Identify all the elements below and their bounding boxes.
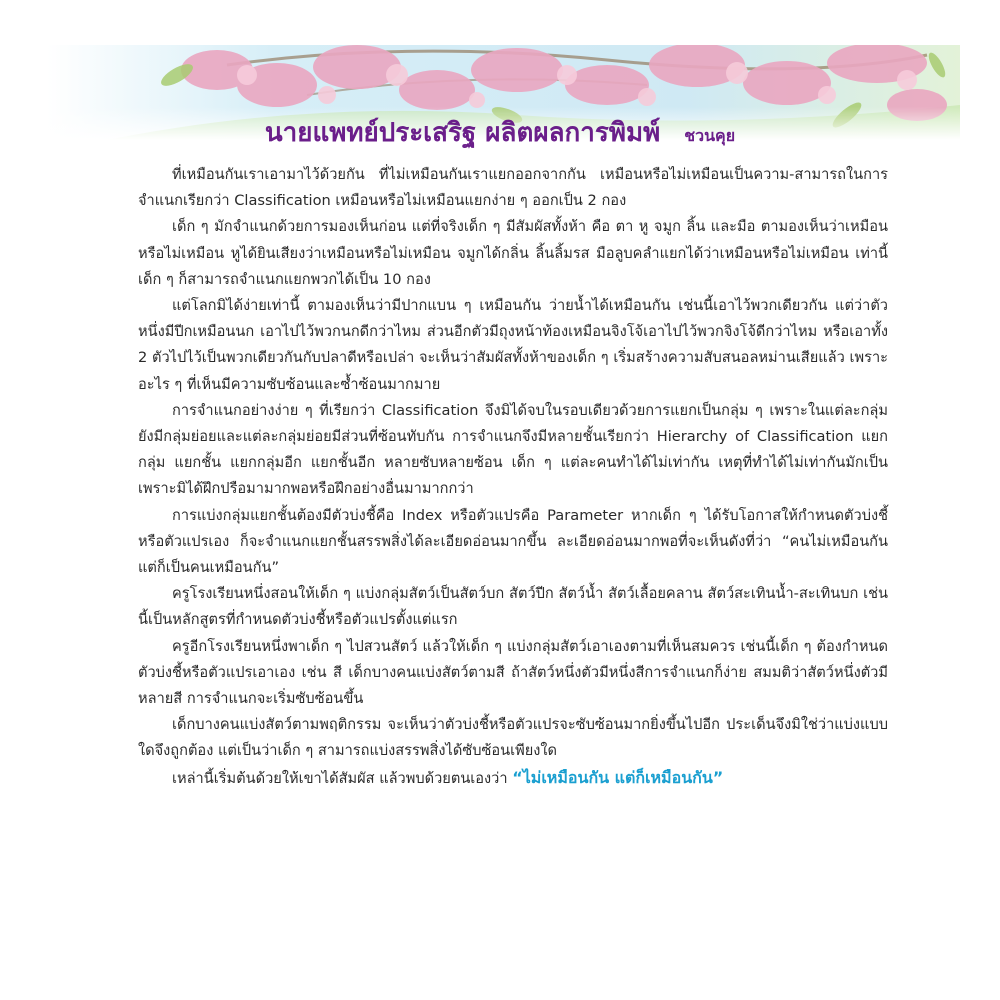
paragraph: ครูโรงเรียนหนึ่งสอนให้เด็ก ๆ แบ่งกลุ่มสัตว์เป็นสัตว์บก สัตว์ปีก สัตว์น้ำ สัตว์เลื้อยคลาน สัตว์สะเทินน้ำ-สะเทินบก เช่นนี้เป็นหลักสูตรที่กำหนดตัวบ่งชี้หรือตัวแปรตั้งแต่แรก: [138, 585, 888, 629]
closing-paragraph: [138, 765, 888, 792]
paragraph: การแบ่งกลุ่มแยกชั้นต้องมีตัวบ่งชี้คือ Index หรือตัวแปรคือ Parameter หากเด็ก ๆ ได้รับโอกาสให้กำหนดตัวบ่งชี้หรือตัวแปรเอง ก็จะจำแนกแยกชั้นสรรพสิ่งได้ละเอียดอ่อนมากขึ้น ละเอียดอ่อนมากพอที่จะเห็นดังที่ว่า “คนไม่เหมือนกัน แต่ก็เป็นคนเหมือนกัน”: [138, 506, 888, 577]
paragraph: แต่โลกมิได้ง่ายเท่านี้ ตามองเห็นว่ามีปากแบน ๆ เหมือนกัน ว่ายน้ำได้เหมือนกัน เช่นนี้เอาไว้พวกเดียวกัน แต่ว่าตัวหนึ่งมีปีกเหมือนนก เอาไปไว้พวกนกดีกว่าไหม ส่วนอีกตัวมีถุงหน้าท้องเหมือนจิงโจ้เอาไปไว้พวกจิงโจ้ดีกว่าไหม หรือเอาทั้ง 2 ตัวไปไว้เป็นพวกเดียวกันกับปลาดีหรือเปล่า จะเห็นว่าสัมผัสทั้งห้าของเด็ก ๆ เริ่มสร้างความสับสนอลหม่านเสียแล้ว เพราะอะไร ๆ ที่เห็นมีความซับซ้อนและซ้ำซ้อนมากมาย: [138, 297, 888, 393]
closing-text: เหล่านี้เริ่มต้นด้วยให้เขาได้สัมผัส แล้วพบด้วยตนเองว่า: [172, 769, 508, 787]
closing-highlight: “ไม่เหมือนกัน แต่ก็เหมือนกัน”: [512, 767, 724, 787]
paragraph: เด็ก ๆ มักจำแนกด้วยการมองเห็นก่อน แต่ที่จริงเด็ก ๆ มีสัมผัสทั้งห้า คือ ตา หู จมูก ลิ้น และมือ ตามองเห็นว่าเหมือนหรือไม่เหมือน หูได้ยินเสียงว่าเหมือนหรือไม่เหมือน จมูกได้กลิ่น ลิ้นลิ้มรส มือลูบคลำแยกได้ว่าเหมือนหรือไม่เหมือน เท่านี้เด็ก ๆ ก็สามารถจำแนกแยกพวกได้เป็น 10 กอง: [138, 218, 888, 288]
paragraph: การจำแนกอย่างง่าย ๆ ที่เรียกว่า Classification จึงมิได้จบในรอบเดียวด้วยการแยกเป็นกลุ่ม ๆ เพราะในแต่ละกลุ่มยังมีกลุ่มย่อยและแต่ละกลุ่มย่อยมีส่วนที่ซ้อนทับกัน การจำแนกจึงมีหลายชั้นเรียกว่า Hierarchy of Classification แยกกลุ่ม แยกชั้น แยกกลุ่มอีก แยกชั้นอีก หลายซับหลายซ้อน เด็ก ๆ แต่ละคนทำได้ไม่เท่ากัน เหตุที่ทำได้ไม่เท่ากันมักเป็นเพราะมิได้ฝึกปรือมามากพอหรือฝึกอย่างอื่นมามากกว่า: [138, 401, 888, 498]
article-title: นายแพทย์ประเสริฐ ผลิตผลการพิมพ์: [264, 118, 661, 148]
article-header: [0, 112, 1000, 153]
paragraph: ครูอีกโรงเรียนหนึ่งพาเด็ก ๆ ไปสวนสัตว์ แล้วให้เด็ก ๆ แบ่งกลุ่มสัตว์เอาเองตามที่เห็นสมควร เช่นนี้เด็ก ๆ ต้องกำหนดตัวบ่งชี้หรือตัวแปรเอาเอง เช่น สี เด็กบางคนแบ่งสัตว์ตามสี ถ้าสัตว์หนึ่งตัวมีหนึ่งสีการจำแนกก็ง่าย สมมติว่าสัตว์หนึ่งตัวมีหลายสี การจำแนกจะเริ่มซับซ้อนขึ้น: [138, 637, 888, 708]
article-body: [138, 162, 888, 792]
column-byline: ชวนคุย: [684, 126, 736, 145]
paragraph: ที่เหมือนกันเราเอามาไว้ด้วยกัน ที่ไม่เหมือนกันเราแยกออกจากกัน เหมือนหรือไม่เหมือนเป็นความ-สามารถในการจำแนกเรียกว่า Classification เหมือนหรือไม่เหมือนแยกง่าย ๆ ออกเป็น 2 กอง: [138, 166, 888, 210]
paragraph: เด็กบางคนแบ่งสัตว์ตามพฤติกรรม จะเห็นว่าตัวบ่งชี้หรือตัวแปรจะซับซ้อนมากยิ่งขึ้นไปอีก ประเด็นจึงมิใช่ว่าแบ่งแบบใดจึงถูกต้อง แต่เป็นว่าเด็ก ๆ สามารถแบ่งสรรพสิ่งได้ซับซ้อนเพียงใด: [138, 716, 888, 760]
